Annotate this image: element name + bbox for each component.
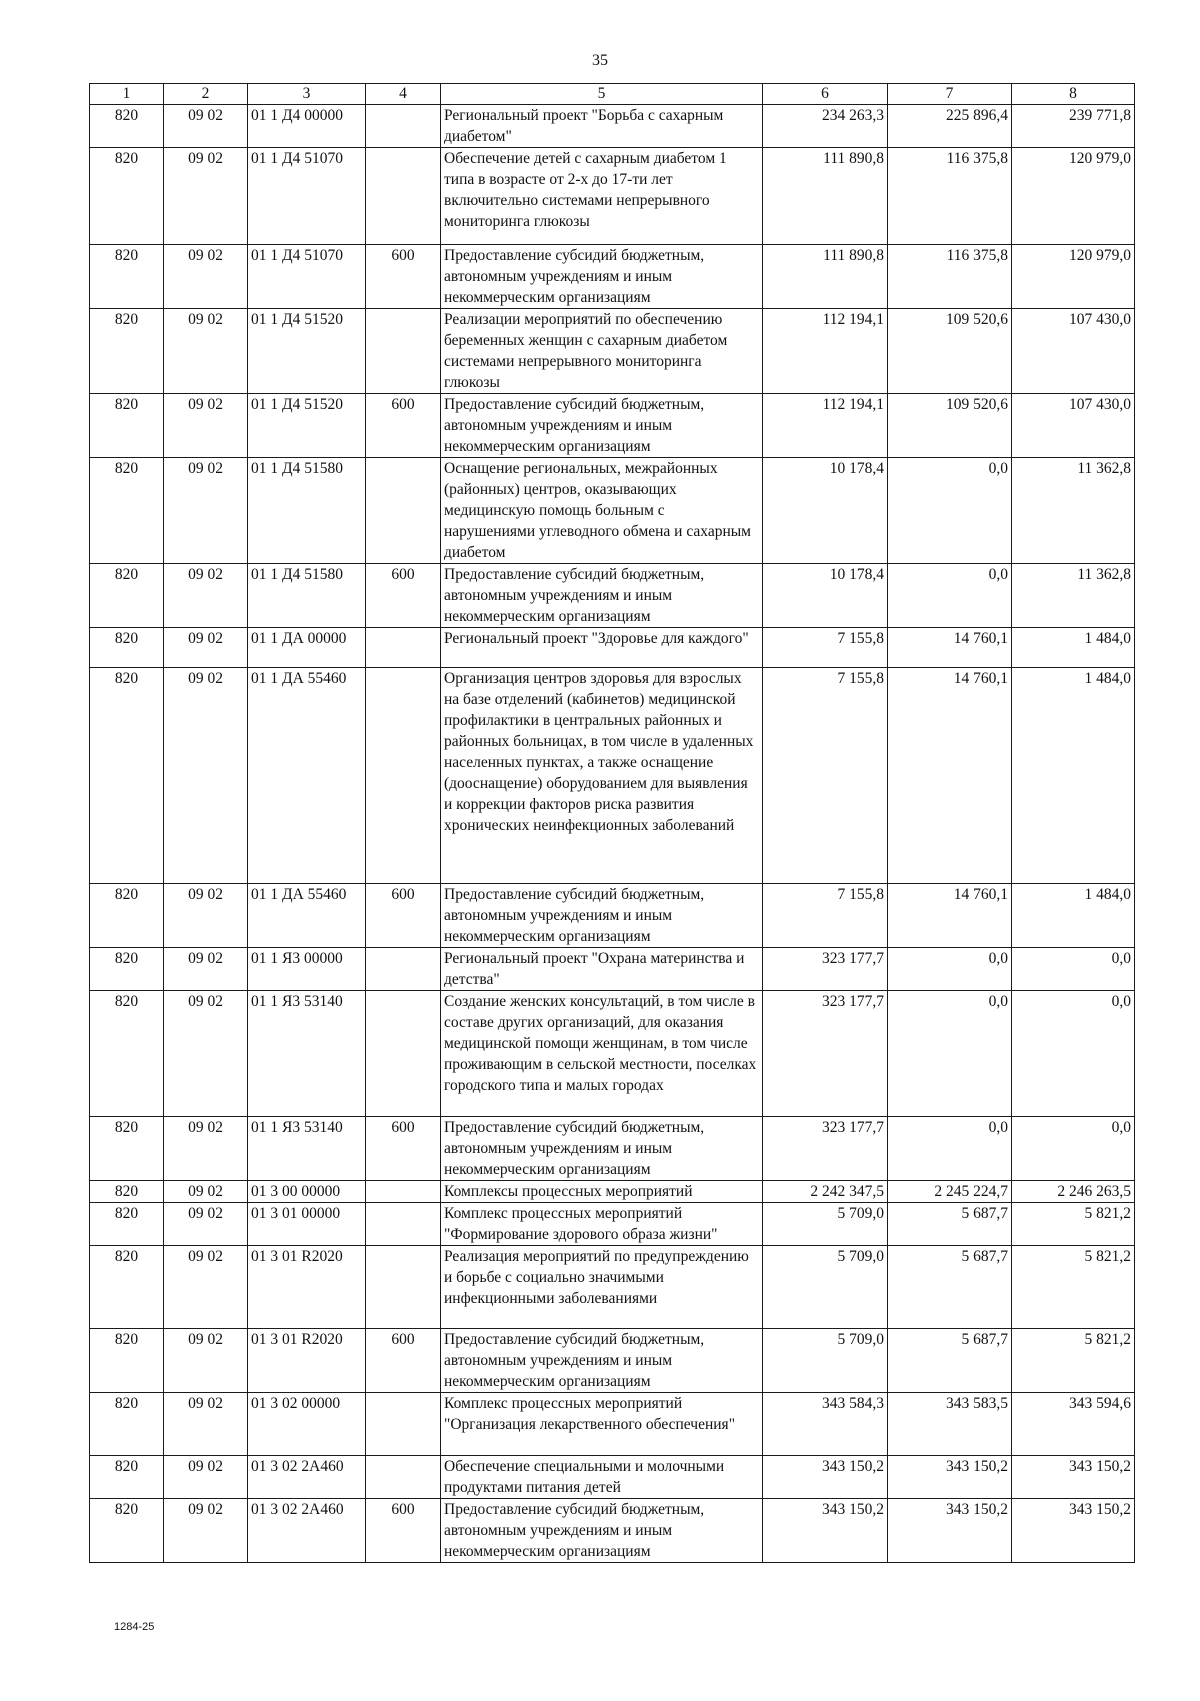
cell-amount-year3: 0,0 — [1012, 1117, 1135, 1181]
table-row — [90, 309, 1135, 394]
cell-amount-year3: 1 484,0 — [1012, 628, 1135, 668]
cell-amount-year1: 112 194,1 — [763, 394, 888, 458]
cell-description: Региональный проект "Охрана материнства и детства" — [441, 948, 763, 991]
cell-admin-code: 820 — [90, 668, 164, 884]
cell-expense-type — [366, 1456, 441, 1499]
cell-amount-year3: 343 150,2 — [1012, 1499, 1135, 1563]
cell-target-code: 01 3 02 00000 — [248, 1393, 366, 1456]
cell-section-code: 09 02 — [164, 245, 248, 309]
cell-target-code: 01 1 Я3 53140 — [248, 991, 366, 1117]
cell-amount-year1: 5 709,0 — [763, 1203, 888, 1246]
cell-section-code: 09 02 — [164, 394, 248, 458]
cell-target-code: 01 3 02 2А460 — [248, 1499, 366, 1563]
cell-expense-type — [366, 1203, 441, 1246]
cell-amount-year1: 7 155,8 — [763, 668, 888, 884]
cell-target-code: 01 1 Д4 51520 — [248, 309, 366, 394]
table-row — [90, 148, 1135, 245]
cell-amount-year2: 343 583,5 — [888, 1393, 1012, 1456]
cell-amount-year1: 323 177,7 — [763, 948, 888, 991]
cell-admin-code: 820 — [90, 309, 164, 394]
cell-expense-type — [366, 1181, 441, 1203]
cell-amount-year3: 343 150,2 — [1012, 1456, 1135, 1499]
cell-amount-year3: 107 430,0 — [1012, 394, 1135, 458]
cell-section-code: 09 02 — [164, 1117, 248, 1181]
table-row — [90, 1181, 1135, 1203]
cell-description: Предоставление субсидий бюджетным, автономным учреждениям и иным некоммерческим организациям — [441, 1117, 763, 1181]
cell-amount-year2: 0,0 — [888, 948, 1012, 991]
table-row — [90, 628, 1135, 668]
cell-expense-type: 600 — [366, 245, 441, 309]
cell-description: Создание женских консультаций, в том числе в составе других организаций, для оказания медицинской помощи женщинам, в том числе проживающим в сельской местности, поселках городского типа и малых городах — [441, 991, 763, 1117]
cell-expense-type: 600 — [366, 1329, 441, 1393]
cell-section-code: 09 02 — [164, 628, 248, 668]
cell-amount-year2: 0,0 — [888, 458, 1012, 564]
cell-admin-code: 820 — [90, 245, 164, 309]
table-row — [90, 105, 1135, 148]
cell-amount-year2: 343 150,2 — [888, 1456, 1012, 1499]
document-code: 1284-25 — [114, 1621, 155, 1633]
cell-target-code: 01 3 01 00000 — [248, 1203, 366, 1246]
cell-section-code: 09 02 — [164, 884, 248, 948]
cell-description: Оснащение региональных, межрайонных (районных) центров, оказывающих медицинскую помощь больным с нарушениями углеводного обмена и сахарным диабетом — [441, 458, 763, 564]
cell-admin-code: 820 — [90, 1329, 164, 1393]
table-row — [90, 991, 1135, 1117]
cell-description: Обеспечение детей с сахарным диабетом 1 типа в возрасте от 2-х до 17-ти лет включительно системами непрерывного мониторинга глюкозы — [441, 148, 763, 245]
cell-admin-code: 820 — [90, 394, 164, 458]
cell-amount-year2: 109 520,6 — [888, 309, 1012, 394]
cell-amount-year1: 343 150,2 — [763, 1499, 888, 1563]
cell-admin-code: 820 — [90, 105, 164, 148]
cell-target-code: 01 1 Д4 51520 — [248, 394, 366, 458]
cell-expense-type: 600 — [366, 1117, 441, 1181]
cell-expense-type — [366, 668, 441, 884]
cell-section-code: 09 02 — [164, 948, 248, 991]
cell-section-code: 09 02 — [164, 148, 248, 245]
cell-amount-year3: 107 430,0 — [1012, 309, 1135, 394]
table-row — [90, 1393, 1135, 1456]
column-header-7: 7 — [888, 84, 1012, 105]
table-row — [90, 948, 1135, 991]
table-row — [90, 1456, 1135, 1499]
cell-amount-year1: 111 890,8 — [763, 148, 888, 245]
cell-amount-year3: 343 594,6 — [1012, 1393, 1135, 1456]
cell-amount-year3: 0,0 — [1012, 948, 1135, 991]
cell-amount-year1: 112 194,1 — [763, 309, 888, 394]
cell-amount-year2: 343 150,2 — [888, 1499, 1012, 1563]
cell-admin-code: 820 — [90, 1246, 164, 1329]
cell-expense-type — [366, 105, 441, 148]
table-row — [90, 1499, 1135, 1563]
cell-admin-code: 820 — [90, 148, 164, 245]
cell-amount-year1: 111 890,8 — [763, 245, 888, 309]
cell-admin-code: 820 — [90, 1393, 164, 1456]
cell-admin-code: 820 — [90, 1117, 164, 1181]
cell-section-code: 09 02 — [164, 668, 248, 884]
table-row — [90, 394, 1135, 458]
cell-section-code: 09 02 — [164, 1181, 248, 1203]
cell-amount-year1: 343 584,3 — [763, 1393, 888, 1456]
cell-description: Предоставление субсидий бюджетным, автономным учреждениям и иным некоммерческим организациям — [441, 1499, 763, 1563]
column-header-8: 8 — [1012, 84, 1135, 105]
cell-section-code: 09 02 — [164, 564, 248, 628]
cell-expense-type — [366, 628, 441, 668]
cell-target-code: 01 1 ДА 00000 — [248, 628, 366, 668]
cell-section-code: 09 02 — [164, 1499, 248, 1563]
cell-section-code: 09 02 — [164, 1246, 248, 1329]
cell-amount-year1: 7 155,8 — [763, 884, 888, 948]
column-header-4: 4 — [366, 84, 441, 105]
table-row — [90, 1117, 1135, 1181]
cell-admin-code: 820 — [90, 1499, 164, 1563]
cell-target-code: 01 1 Я3 00000 — [248, 948, 366, 991]
cell-amount-year3: 5 821,2 — [1012, 1203, 1135, 1246]
cell-section-code: 09 02 — [164, 1329, 248, 1393]
cell-expense-type — [366, 1246, 441, 1329]
cell-amount-year1: 5 709,0 — [763, 1246, 888, 1329]
column-header-3: 3 — [248, 84, 366, 105]
cell-amount-year2: 0,0 — [888, 991, 1012, 1117]
cell-amount-year2: 14 760,1 — [888, 884, 1012, 948]
cell-description: Предоставление субсидий бюджетным, автономным учреждениям и иным некоммерческим организациям — [441, 394, 763, 458]
cell-amount-year2: 5 687,7 — [888, 1246, 1012, 1329]
cell-admin-code: 820 — [90, 948, 164, 991]
cell-description: Комплекс процессных мероприятий "Формирование здорового образа жизни" — [441, 1203, 763, 1246]
cell-target-code: 01 3 01 R2020 — [248, 1246, 366, 1329]
column-header-2: 2 — [164, 84, 248, 105]
table-row — [90, 1203, 1135, 1246]
cell-section-code: 09 02 — [164, 105, 248, 148]
cell-target-code: 01 1 Я3 53140 — [248, 1117, 366, 1181]
table-row — [90, 1329, 1135, 1393]
cell-amount-year3: 1 484,0 — [1012, 884, 1135, 948]
cell-amount-year3: 2 246 263,5 — [1012, 1181, 1135, 1203]
column-header-6: 6 — [763, 84, 888, 105]
page-number: 35 — [592, 52, 608, 69]
cell-amount-year2: 109 520,6 — [888, 394, 1012, 458]
cell-target-code: 01 1 ДА 55460 — [248, 668, 366, 884]
cell-amount-year1: 2 242 347,5 — [763, 1181, 888, 1203]
cell-expense-type — [366, 948, 441, 991]
cell-amount-year3: 5 821,2 — [1012, 1329, 1135, 1393]
cell-description: Комплекс процессных мероприятий "Организация лекарственного обеспечения" — [441, 1393, 763, 1456]
column-header-1: 1 — [90, 84, 164, 105]
cell-amount-year3: 0,0 — [1012, 991, 1135, 1117]
header-row — [90, 84, 1135, 105]
cell-amount-year1: 323 177,7 — [763, 1117, 888, 1181]
cell-amount-year2: 116 375,8 — [888, 148, 1012, 245]
cell-description: Предоставление субсидий бюджетным, автономным учреждениям и иным некоммерческим организациям — [441, 245, 763, 309]
table-row — [90, 884, 1135, 948]
cell-section-code: 09 02 — [164, 1393, 248, 1456]
cell-expense-type: 600 — [366, 884, 441, 948]
cell-amount-year2: 225 896,4 — [888, 105, 1012, 148]
cell-amount-year1: 5 709,0 — [763, 1329, 888, 1393]
cell-amount-year2: 14 760,1 — [888, 668, 1012, 884]
cell-amount-year1: 10 178,4 — [763, 564, 888, 628]
cell-expense-type — [366, 458, 441, 564]
cell-target-code: 01 1 Д4 51070 — [248, 245, 366, 309]
cell-amount-year2: 0,0 — [888, 1117, 1012, 1181]
cell-target-code: 01 3 01 R2020 — [248, 1329, 366, 1393]
cell-admin-code: 820 — [90, 1456, 164, 1499]
cell-amount-year1: 234 263,3 — [763, 105, 888, 148]
table-row — [90, 458, 1135, 564]
cell-target-code: 01 1 Д4 00000 — [248, 105, 366, 148]
cell-description: Предоставление субсидий бюджетным, автономным учреждениям и иным некоммерческим организациям — [441, 1329, 763, 1393]
cell-amount-year3: 120 979,0 — [1012, 245, 1135, 309]
cell-section-code: 09 02 — [164, 991, 248, 1117]
cell-description: Комплексы процессных мероприятий — [441, 1181, 763, 1203]
cell-section-code: 09 02 — [164, 309, 248, 394]
cell-amount-year1: 343 150,2 — [763, 1456, 888, 1499]
cell-expense-type — [366, 1393, 441, 1456]
cell-amount-year1: 10 178,4 — [763, 458, 888, 564]
cell-admin-code: 820 — [90, 991, 164, 1117]
cell-amount-year3: 11 362,8 — [1012, 458, 1135, 564]
cell-amount-year1: 7 155,8 — [763, 628, 888, 668]
table-row — [90, 564, 1135, 628]
cell-amount-year1: 323 177,7 — [763, 991, 888, 1117]
cell-description: Региональный проект "Здоровье для каждого" — [441, 628, 763, 668]
cell-amount-year3: 5 821,2 — [1012, 1246, 1135, 1329]
budget-table — [89, 83, 1135, 1563]
cell-description: Предоставление субсидий бюджетным, автономным учреждениям и иным некоммерческим организациям — [441, 884, 763, 948]
cell-admin-code: 820 — [90, 628, 164, 668]
cell-description: Обеспечение специальными и молочными продуктами питания детей — [441, 1456, 763, 1499]
cell-expense-type — [366, 309, 441, 394]
cell-expense-type — [366, 991, 441, 1117]
cell-expense-type: 600 — [366, 1499, 441, 1563]
cell-amount-year2: 14 760,1 — [888, 628, 1012, 668]
cell-description: Предоставление субсидий бюджетным, автономным учреждениям и иным некоммерческим организациям — [441, 564, 763, 628]
cell-amount-year3: 1 484,0 — [1012, 668, 1135, 884]
cell-expense-type — [366, 148, 441, 245]
cell-admin-code: 820 — [90, 458, 164, 564]
cell-expense-type: 600 — [366, 394, 441, 458]
cell-target-code: 01 1 ДА 55460 — [248, 884, 366, 948]
cell-description: Реализации мероприятий по обеспечению беременных женщин с сахарным диабетом системами непрерывного мониторинга глюкозы — [441, 309, 763, 394]
column-header-5: 5 — [441, 84, 763, 105]
cell-section-code: 09 02 — [164, 1456, 248, 1499]
cell-amount-year3: 239 771,8 — [1012, 105, 1135, 148]
cell-description: Региональный проект "Борьба с сахарным диабетом" — [441, 105, 763, 148]
cell-admin-code: 820 — [90, 884, 164, 948]
cell-amount-year3: 11 362,8 — [1012, 564, 1135, 628]
cell-target-code: 01 3 02 2А460 — [248, 1456, 366, 1499]
cell-description: Реализация мероприятий по предупреждению и борьбе с социально значимыми инфекционными заболеваниями — [441, 1246, 763, 1329]
cell-amount-year2: 2 245 224,7 — [888, 1181, 1012, 1203]
cell-target-code: 01 1 Д4 51580 — [248, 564, 366, 628]
cell-amount-year3: 120 979,0 — [1012, 148, 1135, 245]
cell-section-code: 09 02 — [164, 458, 248, 564]
cell-target-code: 01 3 00 00000 — [248, 1181, 366, 1203]
cell-amount-year2: 5 687,7 — [888, 1203, 1012, 1246]
cell-target-code: 01 1 Д4 51580 — [248, 458, 366, 564]
cell-amount-year2: 0,0 — [888, 564, 1012, 628]
cell-admin-code: 820 — [90, 1181, 164, 1203]
table-row — [90, 245, 1135, 309]
cell-amount-year2: 116 375,8 — [888, 245, 1012, 309]
cell-admin-code: 820 — [90, 564, 164, 628]
table-row — [90, 668, 1135, 884]
cell-amount-year2: 5 687,7 — [888, 1329, 1012, 1393]
cell-target-code: 01 1 Д4 51070 — [248, 148, 366, 245]
cell-section-code: 09 02 — [164, 1203, 248, 1246]
cell-admin-code: 820 — [90, 1203, 164, 1246]
cell-description: Организация центров здоровья для взрослых на базе отделений (кабинетов) медицинской профилактики в центральных районных и районных больницах, в том числе в удаленных населенных пунктах, а также оснащение (дооснащение) оборудованием для выявления и коррекции факторов риска развития хронических неинфекционных заболеваний — [441, 668, 763, 884]
table-row — [90, 1246, 1135, 1329]
cell-expense-type: 600 — [366, 564, 441, 628]
